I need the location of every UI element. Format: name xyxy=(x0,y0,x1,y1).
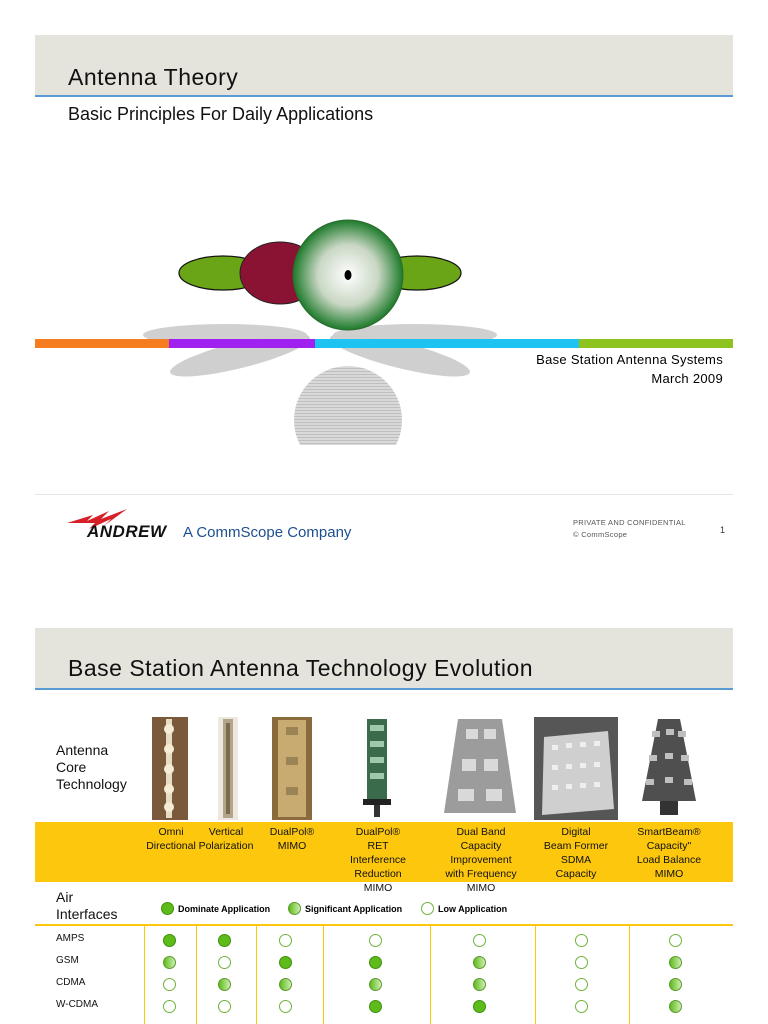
dominate-dot-icon xyxy=(369,956,382,969)
significant-dot-icon xyxy=(369,978,382,991)
column-label-line: Vertical xyxy=(208,826,244,838)
low-dot-icon xyxy=(279,1000,292,1013)
column-label-line: DualPol® xyxy=(269,826,315,838)
column-label-omni xyxy=(142,825,200,853)
row-name: GSM xyxy=(56,955,79,966)
column-label-line: Dual Band xyxy=(456,826,506,838)
column-label-line: Digital xyxy=(561,826,591,838)
row-name: AMPS xyxy=(56,933,85,944)
low-dot-icon xyxy=(163,1000,176,1013)
slide-title: Antenna Theory xyxy=(68,64,239,90)
column-label-line: Capacity Improvement xyxy=(450,840,512,866)
legend-low xyxy=(421,902,507,915)
dominate-dot-icon xyxy=(473,1000,486,1013)
legend-label: Dominate Application xyxy=(178,903,271,914)
table-column-divider xyxy=(629,924,630,1024)
row-name: CDMA xyxy=(56,977,86,988)
presentation-subject: Base Station Antenna Systems xyxy=(536,352,723,367)
table-column-divider xyxy=(144,924,145,1024)
column-label-line: MIMO xyxy=(466,882,496,894)
table-column-divider xyxy=(323,924,324,1024)
column-label-line: RET xyxy=(367,840,389,852)
footer-divider xyxy=(35,494,733,495)
column-label-dual-band xyxy=(429,825,533,895)
dominate-dot-icon xyxy=(279,956,292,969)
row-header-line: Interfaces xyxy=(56,906,118,922)
smartbeam-antenna-photo xyxy=(638,717,700,820)
dominate-dot-icon xyxy=(218,934,231,947)
column-label-line: SmartBeam® xyxy=(637,826,701,838)
low-dot-icon xyxy=(575,978,588,991)
column-label-line: MIMO xyxy=(654,868,684,880)
column-label-line: DualPol® xyxy=(355,826,401,838)
dualpol-antenna-photo xyxy=(272,717,312,820)
low-dot-icon xyxy=(575,1000,588,1013)
antenna-radiation-pattern-graphic xyxy=(125,215,515,445)
table-column-divider xyxy=(430,924,431,1024)
andrew-logo-graphic xyxy=(65,505,355,545)
confidential-notice xyxy=(573,517,686,541)
legend-significant xyxy=(288,902,402,915)
color-bar-cyan xyxy=(315,339,579,348)
logo-tagline: A CommScope Company xyxy=(183,524,352,541)
column-label-line: MIMO xyxy=(363,882,393,894)
slide-subtitle: Basic Principles For Daily Applications xyxy=(68,104,374,124)
column-label-vertical xyxy=(195,825,257,853)
digital-beam-former-photo xyxy=(534,717,618,820)
low-dot-icon xyxy=(473,934,486,947)
presentation-date: March 2009 xyxy=(651,371,723,386)
low-dot-icon xyxy=(369,934,382,947)
low-dot-icon xyxy=(575,956,588,969)
table-column-divider xyxy=(196,924,197,1024)
dual-band-antenna-photo xyxy=(440,717,520,820)
vertical-antenna-photo xyxy=(218,717,238,820)
column-label-line: MIMO xyxy=(277,840,307,852)
legend-label: Low Application xyxy=(438,903,508,914)
color-bar xyxy=(35,339,733,348)
significant-dot-icon xyxy=(669,956,682,969)
dominate-dot-icon xyxy=(369,1000,382,1013)
low-dot-icon xyxy=(669,934,682,947)
legend-label: Significant Application xyxy=(305,903,403,914)
column-label-line: Directional xyxy=(146,840,196,852)
andrew-logo xyxy=(65,505,355,550)
column-label-dualpol xyxy=(257,825,327,853)
column-label-smartbeam xyxy=(625,825,713,881)
confidential-line: PRIVATE AND CONFIDENTIAL xyxy=(573,518,686,527)
column-label-line: Polarization xyxy=(198,840,254,852)
significant-dot-icon xyxy=(163,956,176,969)
column-label-line: Interference Reduction xyxy=(349,854,407,880)
column-label-line: SDMA xyxy=(560,854,592,866)
column-label-line: Load Balance xyxy=(636,854,702,866)
slide-title: Base Station Antenna Technology Evolution xyxy=(68,655,534,681)
row-header-line: Antenna xyxy=(56,742,109,758)
low-dot-icon xyxy=(218,1000,231,1013)
significant-dot-icon xyxy=(473,978,486,991)
dualpol-ret-antenna-photo xyxy=(358,717,396,820)
title-slide xyxy=(35,35,733,580)
low-dot-icon xyxy=(279,934,292,947)
column-label-line: with Frequency xyxy=(445,868,517,880)
column-label-line: Beam Former xyxy=(543,840,609,852)
column-label-digital xyxy=(535,825,617,881)
significant-dot-icon xyxy=(669,1000,682,1013)
color-bar-purple xyxy=(169,339,315,348)
significant-dot-icon xyxy=(279,978,292,991)
row-header-line: Technology xyxy=(56,776,127,792)
column-label-dualpol-ret xyxy=(325,825,431,895)
table-column-divider xyxy=(256,924,257,1024)
row-name: W-CDMA xyxy=(56,999,99,1010)
row-header-technology xyxy=(56,742,127,793)
page-number: 1 xyxy=(720,525,726,535)
column-label-line: Omni xyxy=(158,826,184,838)
column-label-line: Capacity xyxy=(555,868,597,880)
color-bar-orange xyxy=(35,339,169,348)
evolution-slide xyxy=(35,628,733,1024)
logo-brand: ANDREW xyxy=(87,522,167,541)
significant-dot-icon xyxy=(218,978,231,991)
row-header-line: Core xyxy=(56,759,87,775)
dominate-dot-icon xyxy=(163,934,176,947)
dominate-dot-icon xyxy=(161,902,174,915)
color-bar-green xyxy=(579,339,733,348)
omni-antenna-photo xyxy=(152,717,188,820)
low-dot-icon xyxy=(218,956,231,969)
low-dot-icon xyxy=(575,934,588,947)
copyright-line: © CommScope xyxy=(573,530,628,539)
table-column-divider xyxy=(535,924,536,1024)
legend-dominate xyxy=(161,902,270,915)
row-header-line: Air xyxy=(56,889,74,905)
low-dot-icon xyxy=(421,902,434,915)
low-dot-icon xyxy=(163,978,176,991)
significant-dot-icon xyxy=(473,956,486,969)
significant-dot-icon xyxy=(288,902,301,915)
significant-dot-icon xyxy=(669,978,682,991)
row-header-air-interfaces xyxy=(56,889,117,923)
column-label-line: Capacity" xyxy=(646,840,692,852)
